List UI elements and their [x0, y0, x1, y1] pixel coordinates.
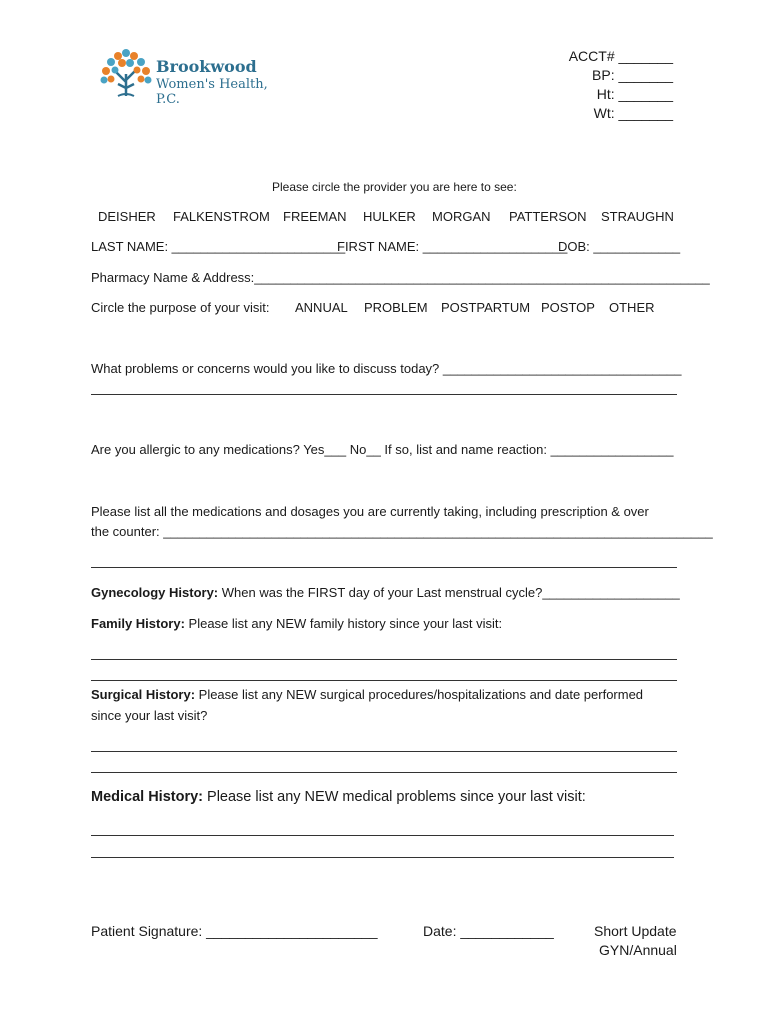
- pharmacy-field[interactable]: Pharmacy Name & Address:_______________________________________________________________: [91, 270, 710, 285]
- surgical-history-label: Surgical History:: [91, 687, 196, 702]
- brookwood-logo: [96, 44, 286, 107]
- medications-answer-line[interactable]: [91, 567, 677, 568]
- medical-answer-line[interactable]: [91, 857, 674, 858]
- visit-option[interactable]: POSTOP: [541, 300, 595, 315]
- patient-signature-field[interactable]: Patient Signature: ______________________: [91, 923, 378, 939]
- visit-purpose-label: Circle the purpose of your visit:: [91, 300, 270, 315]
- family-history-text: Please list any NEW family history since your last visit:: [184, 616, 503, 631]
- medications-field[interactable]: the counter: ____________________________________________________________________________: [91, 524, 713, 539]
- provider-option[interactable]: PATTERSON: [509, 209, 587, 224]
- family-answer-line[interactable]: [91, 680, 677, 681]
- form-type-label: Short Update: [594, 923, 677, 939]
- gynecology-history-field[interactable]: [91, 585, 680, 600]
- surgical-history-prompt: [91, 687, 643, 702]
- provider-option[interactable]: DEISHER: [98, 209, 156, 224]
- provider-option[interactable]: MORGAN: [432, 209, 491, 224]
- provider-prompt: Please circle the provider you are here to see:: [272, 180, 517, 194]
- allergy-field[interactable]: Are you allergic to any medications? Yes___ No__ If so, list and name reaction: _________________: [91, 442, 674, 457]
- family-answer-line[interactable]: [91, 659, 677, 660]
- dob-field[interactable]: DOB: ____________: [558, 239, 681, 254]
- tree-logo-icon: [96, 44, 156, 100]
- visit-option[interactable]: OTHER: [609, 300, 655, 315]
- visit-option[interactable]: POSTPARTUM: [441, 300, 531, 315]
- surgical-history-prompt-line2: since your last visit?: [91, 708, 208, 723]
- problems-field[interactable]: What problems or concerns would you like to discuss today? _________________________________: [91, 361, 682, 376]
- gynecology-history-text: When was the FIRST day of your Last menstrual cycle?___________________: [218, 585, 680, 600]
- ht-field[interactable]: Ht: _______: [596, 86, 673, 102]
- form-type-label-line2: GYN/Annual: [599, 942, 677, 958]
- provider-option[interactable]: HULKER: [363, 209, 416, 224]
- surgical-answer-line[interactable]: [91, 772, 677, 773]
- medical-history-prompt: [91, 789, 586, 805]
- visit-option[interactable]: ANNUAL: [295, 300, 348, 315]
- first-name-field[interactable]: FIRST NAME: ____________________: [337, 239, 568, 254]
- wt-field[interactable]: Wt: _______: [593, 105, 673, 121]
- provider-option[interactable]: FALKENSTROM: [173, 209, 270, 224]
- provider-option[interactable]: FREEMAN: [283, 209, 347, 224]
- acct-field[interactable]: ACCT# _______: [568, 48, 673, 64]
- bp-field[interactable]: BP: _______: [592, 67, 673, 83]
- date-field[interactable]: Date: ____________: [423, 923, 554, 939]
- medications-prompt: Please list all the medications and dosages you are currently taking, including prescription & over: [91, 504, 649, 519]
- surgical-answer-line[interactable]: [91, 751, 677, 752]
- visit-option[interactable]: PROBLEM: [364, 300, 428, 315]
- family-history-label: Family History:: [91, 616, 185, 631]
- medical-history-text: Please list any NEW medical problems since your last visit:: [203, 789, 586, 805]
- last-name-field[interactable]: LAST NAME: ________________________: [91, 239, 346, 254]
- provider-option[interactable]: STRAUGHN: [601, 209, 674, 224]
- medical-history-label: Medical History:: [91, 789, 203, 805]
- medical-answer-line[interactable]: [91, 835, 674, 836]
- family-history-prompt: [91, 616, 502, 631]
- logo-name-line2: Women's Health, P.C.: [156, 77, 268, 107]
- surgical-history-text: Please list any NEW surgical procedures/hospitalizations and date performed: [195, 687, 644, 702]
- logo-name-line1: Brookwood: [156, 57, 257, 76]
- gynecology-history-label: Gynecology History:: [91, 585, 219, 600]
- problems-answer-line[interactable]: [91, 394, 677, 395]
